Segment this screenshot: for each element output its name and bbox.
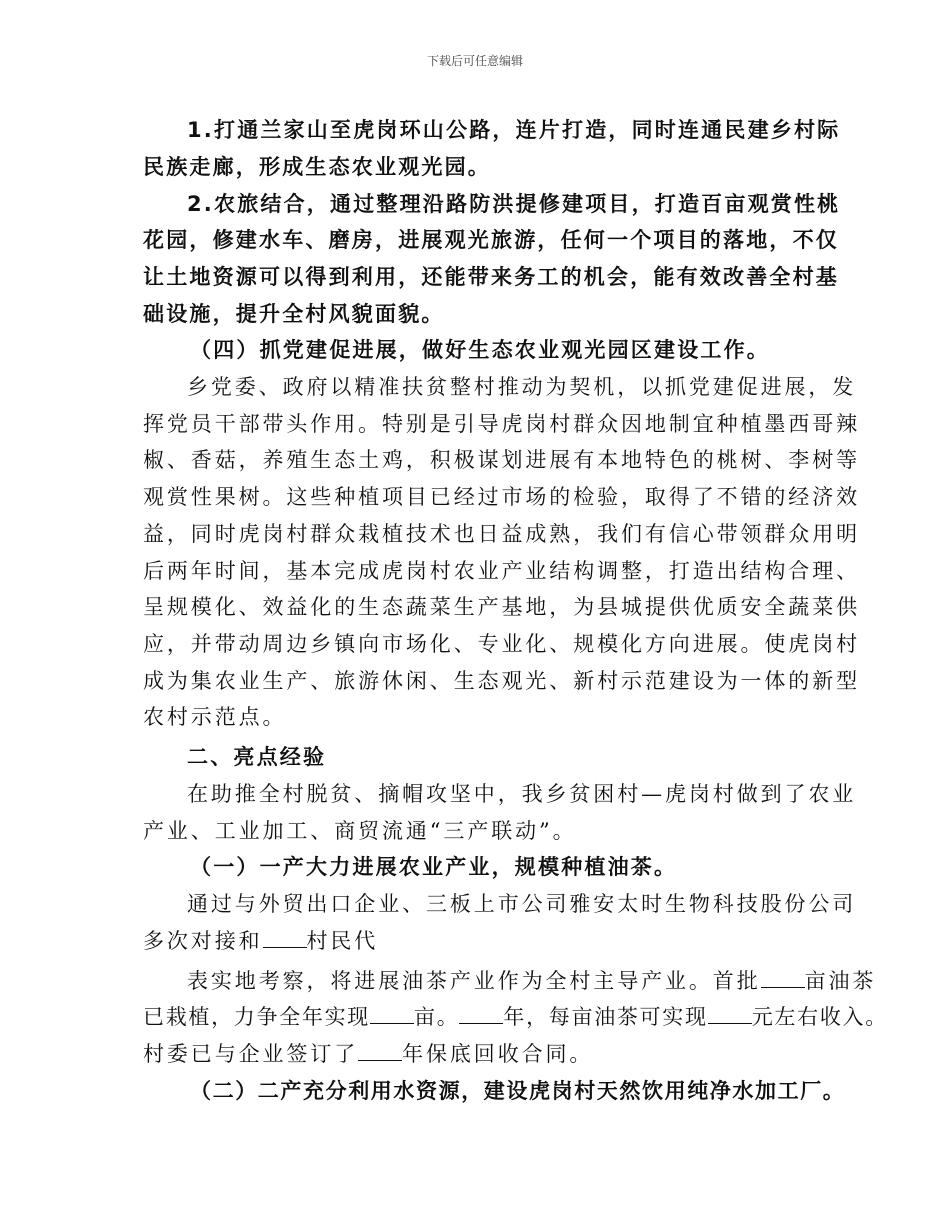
paragraph-line: 花园，修建水车、磨房，进展观光旅游，任何一个项目的落地，不仅	[143, 228, 839, 252]
text-segment: 亩油茶	[804, 969, 877, 993]
paragraph-line: 产业、工业加工、商贸流通“三产联动”。	[143, 819, 577, 843]
paragraph-line: 通过与外贸出口企业、三板上市公司雅安太时生物科技股份公司	[187, 892, 857, 916]
paragraph-line: 础设施，提升全村风貌面貌。	[143, 302, 445, 326]
paragraph-line: 2.农旅结合，通过整理沿路防洪提修建项目，打造百亩观赏性桃	[187, 192, 841, 216]
section-heading: （四）抓党建促进展，做好生态农业观光园区建设工作。	[190, 338, 770, 362]
text-segment: 亩。	[414, 1005, 460, 1029]
blank-field	[761, 967, 805, 988]
paragraph-line: 呈规模化、效益化的生态蔬菜生产基地，为县城提供优质安全蔬菜供	[143, 595, 860, 619]
blank-field	[708, 1003, 752, 1024]
section-heading: （二）二产充分利用水资源，建设虎岗村天然饮用纯净水加工厂。	[190, 1079, 846, 1103]
blank-field	[459, 1003, 503, 1024]
text-segment: 表实地考察，将进展油茶产业作为全村主导产业。首批	[187, 969, 761, 993]
text-segment: 年保底回收合同。	[402, 1042, 594, 1066]
paragraph-line: 1.打通兰家山至虎岗环山公路，连片打造，同时连通民建乡村际	[187, 118, 841, 142]
blank-field	[358, 1040, 402, 1061]
text-segment: 年，每亩油茶可实现	[503, 1005, 708, 1029]
paragraph-line: 农村示范点。	[143, 705, 287, 729]
paragraph-line: 益，同时虎岗村群众栽植技术也日益成熟，我们有信心带领群众用明	[143, 522, 860, 546]
blank-field	[263, 927, 307, 948]
paragraph-line: 让土地资源可以得到利用，还能带来务工的机会，能有效改善全村基	[143, 265, 839, 289]
text-segment: 村委已与企业签订了	[143, 1042, 359, 1066]
section-heading: 二、亮点经验	[187, 745, 327, 769]
text-segment: 元左右收入。	[751, 1005, 888, 1029]
paragraph-line: 在助推全村脱贫、摘帽攻坚中，我乡贫困村—虎岗村做到了农业	[187, 782, 857, 806]
blank-field	[370, 1003, 414, 1024]
paragraph-line: 应，并带动周边乡镇向市场化、专业化、规模化方向进展。使虎岗村	[143, 632, 860, 656]
paragraph-line: 民族走廊，形成生态农业观光园。	[143, 155, 491, 179]
paragraph-line	[143, 1040, 823, 1068]
paragraph-line	[143, 1003, 888, 1031]
paragraph-line: 后两年时间，基本完成虎岗村农业产业结构调整，打造出结构合理、	[143, 559, 860, 583]
paragraph-line: 观赏性果树。这些种植项目已经过市场的检验，取得了不错的经济效	[143, 485, 860, 509]
page-header: 下载后可任意编辑	[426, 54, 523, 68]
section-heading: （一）一产大力进展农业产业，规模种植油茶。	[190, 855, 678, 879]
paragraph-line: 椒、香菇，养殖生态土鸡，积极谋划进展有本地特色的桃树、李树等	[143, 448, 860, 472]
text-segment: 多次对接和	[143, 929, 263, 953]
paragraph-line: 乡党委、政府以精准扶贫整村推动为契机，以抓党建促进展，发	[187, 375, 857, 399]
paragraph-line	[143, 927, 823, 955]
paragraph-line: 挥党员干部带头作用。特别是引导虎岗村群众因地制宜种植墨西哥辣	[143, 412, 860, 436]
paragraph-line: 成为集农业生产、旅游休闲、生态观光、新村示范建设为一体的新型	[143, 669, 860, 693]
text-segment: 已栽植，力争全年实现	[143, 1005, 370, 1029]
text-segment: 村民代	[306, 929, 379, 953]
paragraph-line	[187, 967, 877, 995]
